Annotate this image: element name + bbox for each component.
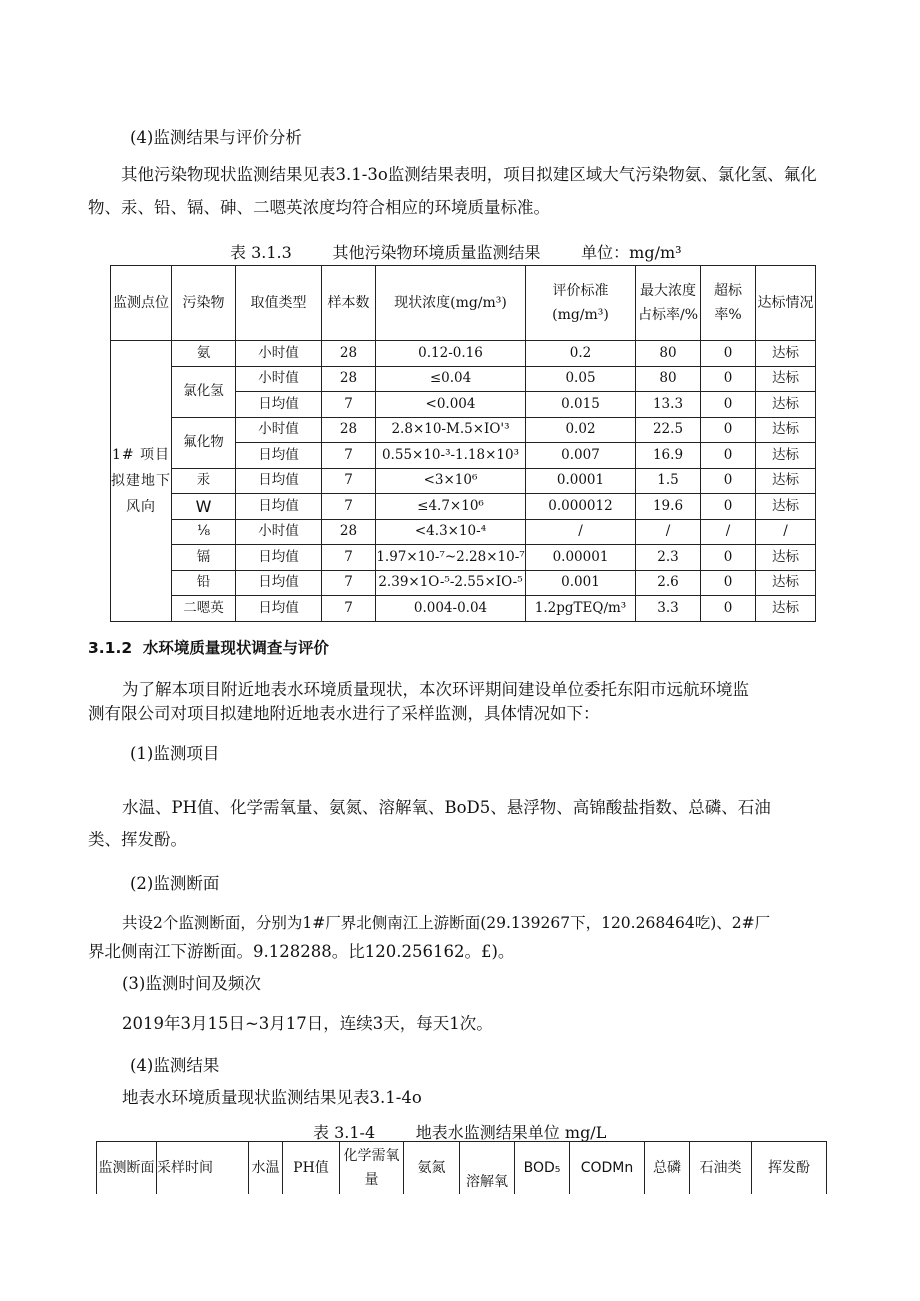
header-dissolved-oxygen: 溶解氧 — [460, 1142, 515, 1195]
cell-n: 7 — [322, 494, 376, 520]
cell-pollutant: 汞 — [172, 468, 236, 494]
item2-heading: (2)监测断面 — [130, 874, 220, 893]
item2-line-2: 界北侧南江下游断面。9.128288。比120.256162。£)。 — [88, 942, 515, 961]
cell-max: 19.6 — [636, 494, 701, 520]
intro-line-2: 测有限公司对项目拟建地附近地表水进行了采样监测，具体情况如下： — [88, 704, 600, 723]
cell-max: 3.3 — [636, 596, 701, 622]
cell-exceed: 0 — [701, 545, 756, 571]
cell-std: / — [526, 519, 636, 545]
cell-type: 日均值 — [236, 392, 322, 418]
header-cod: 化学需氧量 — [340, 1142, 404, 1195]
cell-max: 2.3 — [636, 545, 701, 571]
cell-status: 达标 — [756, 417, 816, 443]
cell-exceed: 0 — [701, 570, 756, 596]
cell-exceed: 0 — [701, 596, 756, 622]
cell-pollutant: 氯化氢 — [172, 366, 236, 417]
table-row — [111, 545, 816, 571]
cell-std: 0.05 — [526, 366, 636, 392]
cell-conc: 0.004-0.04 — [376, 596, 526, 622]
table-row — [111, 341, 816, 367]
cell-n: 7 — [322, 468, 376, 494]
cell-exceed: 0 — [701, 341, 756, 367]
item4-heading: (4)监测结果 — [130, 1056, 220, 1075]
cell-status: 达标 — [756, 570, 816, 596]
table-314 — [96, 1141, 827, 1194]
cell-std: 0.00001 — [526, 545, 636, 571]
cell-status: 达标 — [756, 494, 816, 520]
cell-type: 小时值 — [236, 366, 322, 392]
table-row — [111, 468, 816, 494]
cell-n: 28 — [322, 519, 376, 545]
item1-line-1: 水温、PH值、化学需氧量、氨氮、溶解氧、BoD5、悬浮物、高锦酸盐指数、总磷、石油 — [122, 798, 771, 817]
table-314-caption: 表 3.1-4 地表水监测结果单位 mg/L — [313, 1123, 607, 1142]
table-313-header-row — [111, 266, 816, 341]
header-standard: 评价标准(mg∕m³) — [526, 266, 636, 341]
cell-pollutant: 氨 — [172, 341, 236, 367]
header-sample-count: 样本数 — [322, 266, 376, 341]
cell-type: 日均值 — [236, 545, 322, 571]
header-max-ratio: 最大浓度占标率∕% — [636, 266, 701, 341]
item2-line-1: 共设2个监测断面，分别为1#厂界北侧南江上游断面(29.139267下，120.268464吃)、2#厂 — [122, 914, 771, 932]
cell-type: 日均值 — [236, 443, 322, 469]
cell-std: 0.0001 — [526, 468, 636, 494]
cell-type: 日均值 — [236, 570, 322, 596]
item1-heading: (1)监测项目 — [130, 744, 220, 763]
header-volatile-phenol: 挥发酚 — [752, 1142, 827, 1195]
cell-type: 小时值 — [236, 417, 322, 443]
cell-std: 0.015 — [526, 392, 636, 418]
cell-conc: 2.8×10-M.5×IO'³ — [376, 417, 526, 443]
cell-exceed: / — [701, 519, 756, 545]
cell-status: 达标 — [756, 545, 816, 571]
header-concentration: 现状浓度(mg∕m³) — [376, 266, 526, 341]
cell-pollutant: 铅 — [172, 570, 236, 596]
header-ph: PH值 — [283, 1142, 340, 1195]
cell-n: 7 — [322, 570, 376, 596]
cell-status: 达标 — [756, 366, 816, 392]
cell-std: 0.02 — [526, 417, 636, 443]
table-row — [111, 417, 816, 443]
section-4-heading: (4)监测结果与评价分析 — [130, 128, 302, 147]
cell-max: 16.9 — [636, 443, 701, 469]
cell-std: 0.2 — [526, 341, 636, 367]
header-codmn: CODMn — [570, 1142, 645, 1195]
cell-n: 28 — [322, 417, 376, 443]
section-312-heading: 3.1.2 水环境质量现状调查与评价 — [88, 639, 329, 657]
item4-text: 地表水环境质量现状监测结果见表3.1-4o — [122, 1088, 422, 1107]
cell-n: 7 — [322, 392, 376, 418]
cell-exceed: 0 — [701, 443, 756, 469]
cell-max: 13.3 — [636, 392, 701, 418]
cell-status: 达标 — [756, 596, 816, 622]
cell-max: 2.6 — [636, 570, 701, 596]
header-water-temp: 水温 — [249, 1142, 283, 1195]
intro-line-1: 为了解本项目附近地表水环境质量现状，本次环评期间建设单位委托东阳市远航环境监 — [122, 680, 749, 699]
cell-status: 达标 — [756, 468, 816, 494]
cell-exceed: 0 — [701, 494, 756, 520]
cell-n: 7 — [322, 545, 376, 571]
cell-std: 0.000012 — [526, 494, 636, 520]
cell-max: 22.5 — [636, 417, 701, 443]
table-314-header-row — [97, 1142, 827, 1195]
cell-conc: 0.12-0.16 — [376, 341, 526, 367]
cell-pollutant: 二嗯英 — [172, 596, 236, 622]
cell-n: 7 — [322, 596, 376, 622]
table-row — [111, 596, 816, 622]
cell-type: 日均值 — [236, 494, 322, 520]
cell-type: 日均值 — [236, 596, 322, 622]
item3-text: 2019年3月15日~3月17日，连续3天，每天1次。 — [122, 1014, 493, 1033]
cell-pollutant: 氟化物 — [172, 417, 236, 468]
item1-line-2: 类、挥发酚。 — [88, 830, 187, 849]
cell-n: 7 — [322, 443, 376, 469]
table-row — [111, 366, 816, 392]
cell-pollutant: 镉 — [172, 545, 236, 571]
cell-conc: 0.55×10-³-1.18×10³ — [376, 443, 526, 469]
cell-conc: <4.3×10-⁴ — [376, 519, 526, 545]
cell-max: / — [636, 519, 701, 545]
header-pollutant: 污染物 — [172, 266, 236, 341]
cell-type: 日均值 — [236, 468, 322, 494]
item3-heading: (3)监测时间及频次 — [122, 974, 261, 993]
cell-status: 达标 — [756, 392, 816, 418]
cell-type: 小时值 — [236, 341, 322, 367]
cell-max: 1.5 — [636, 468, 701, 494]
cell-conc: <3×10⁶ — [376, 468, 526, 494]
cell-exceed: 0 — [701, 392, 756, 418]
header-exceed-rate: 超标率% — [701, 266, 756, 341]
cell-pollutant: W — [172, 494, 236, 520]
header-bod5: BOD₅ — [515, 1142, 570, 1195]
cell-n: 28 — [322, 341, 376, 367]
cell-exceed: 0 — [701, 366, 756, 392]
cell-exceed: 0 — [701, 417, 756, 443]
header-petroleum: 石油类 — [690, 1142, 752, 1195]
cell-conc: 1.97×10-⁷~2.28×10-⁷ — [376, 545, 526, 571]
cell-n: 28 — [322, 366, 376, 392]
table-row — [111, 570, 816, 596]
table-row — [111, 519, 816, 545]
cell-max: 80 — [636, 341, 701, 367]
table-313-caption: 表 3.1.3 其他污染物环境质量监测结果 单位：mg∕m³ — [230, 243, 682, 262]
cell-conc: <0.004 — [376, 392, 526, 418]
section-4-paragraph: 其他污染物现状监测结果见表3.1-3o监测结果表明，项目拟建区域大气污染物氨、氯化氢、氟化物、汞、铅、镉、砷、二嗯英浓度均符合相应的环境质量标准。 — [88, 165, 817, 217]
header-ammonia: 氨氮 — [404, 1142, 460, 1195]
cell-max: 80 — [636, 366, 701, 392]
header-compliance: 达标情况 — [756, 266, 816, 341]
cell-conc: ≤4.7×10⁶ — [376, 494, 526, 520]
cell-status: / — [756, 519, 816, 545]
header-total-phosphorus: 总磷 — [645, 1142, 690, 1195]
header-site: 监测点位 — [111, 266, 172, 341]
table-313 — [110, 265, 816, 622]
cell-conc: ≤0.04 — [376, 366, 526, 392]
site-cell: 1# 项目拟建地下风向 — [111, 341, 172, 622]
cell-type: 小时值 — [236, 519, 322, 545]
cell-status: 达标 — [756, 443, 816, 469]
table-row — [111, 494, 816, 520]
cell-status: 达标 — [756, 341, 816, 367]
header-section: 监测断面 — [97, 1142, 157, 1195]
cell-std: 0.007 — [526, 443, 636, 469]
cell-std: 0.001 — [526, 570, 636, 596]
cell-exceed: 0 — [701, 468, 756, 494]
cell-pollutant: ⅛ — [172, 519, 236, 545]
header-value-type: 取值类型 — [236, 266, 322, 341]
cell-conc: 2.39×1O-⁵-2.55×IO-⁵ — [376, 570, 526, 596]
cell-std: 1.2pgTEQ∕m³ — [526, 596, 636, 622]
header-sampling-time: 采样时间 — [157, 1142, 249, 1195]
